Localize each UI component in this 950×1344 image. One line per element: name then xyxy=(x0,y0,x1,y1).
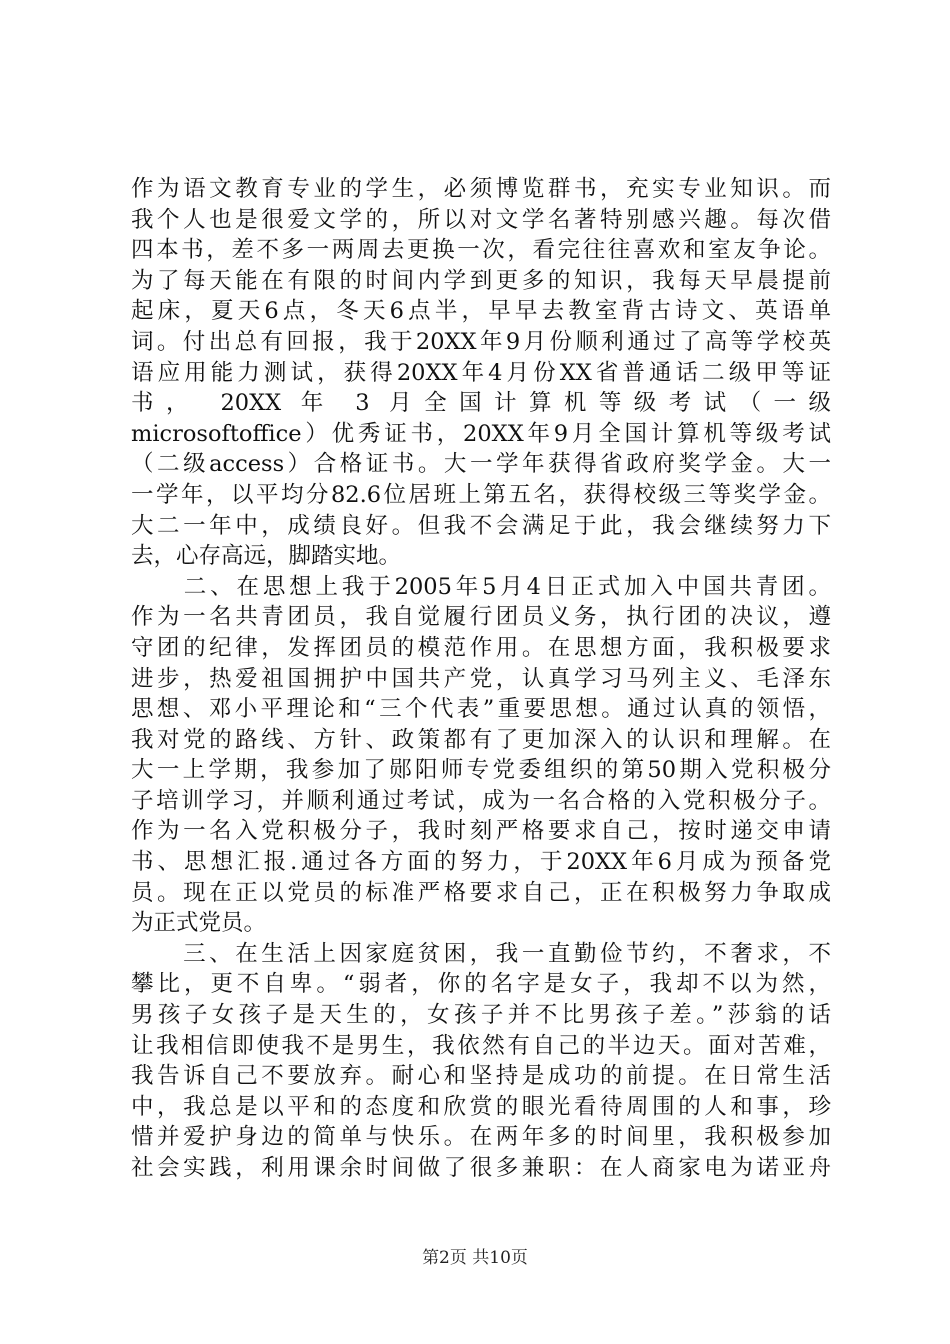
text-line: 为了每天能在有限的时间内学到更多的知识，我每天早晨提前 xyxy=(131,267,831,294)
text-line: 作为语文教育专业的学生，必须博览群书，充实专业知识。而 xyxy=(131,176,831,202)
text-line: 词。付出总有回报，我于20XX年9月份顺利通过了高等学校英 xyxy=(131,328,831,355)
text-line: 进步，热爱祖国拥护中国共产党，认真学习马列主义、毛泽东 xyxy=(131,665,831,692)
text-line: 起床，夏天6点，冬天6点半，早早去教室背古诗文、英语单 xyxy=(131,298,831,325)
text-line: 四本书，差不多一两周去更换一次，看完往往喜欢和室友争论。 xyxy=(131,237,831,264)
text-line: 惜并爱护身边的简单与快乐。在两年多的时间里，我积极参加 xyxy=(131,1124,831,1151)
text-line: 作为一名共青团员，我自觉履行团员义务，执行团的决议，遵 xyxy=(131,604,831,631)
text-line: 一学年，以平均分82.6位居班上第五名，获得校级三等奖学金。 xyxy=(131,481,831,508)
text-line: 三、在生活上因家庭贫困，我一直勤俭节约，不奢求，不 xyxy=(131,940,831,967)
text-line: 社会实践，利用课余时间做了很多兼职：在人商家电为诺亚舟 xyxy=(131,1155,831,1181)
text-line: microsoftoffice）优秀证书，20XX年9月全国计算机等级考试 xyxy=(131,420,831,447)
text-line: （二级access）合格证书。大一学年获得省政府奖学金。大一 xyxy=(131,451,831,478)
text-line: 中，我总是以平和的态度和欣赏的眼光看待周围的人和事，珍 xyxy=(131,1093,831,1120)
text-line: 攀比，更不自卑。“弱者，你的名字是女子，我却不以为然， xyxy=(131,971,831,998)
text-line: 二、在思想上我于2005年5月4日正式加入中国共青团。 xyxy=(131,573,831,600)
text-line: 书， 20XX 年 3 月全国计算机等级考试（一级 xyxy=(131,390,831,417)
text-line: 语应用能力测试，获得20XX年4月份XX省普通话二级甲等证 xyxy=(131,359,831,386)
text-line: 为正式党员。 xyxy=(131,910,267,937)
text-line: 我对党的路线、方针、政策都有了更加深入的认识和理解。在 xyxy=(131,726,831,753)
text-line: 大二一年中，成绩良好。但我不会满足于此，我会继续努力下 xyxy=(131,512,831,539)
text-line: 作为一名入党积极分子，我时刻严格要求自己，按时递交申请 xyxy=(131,818,831,845)
text-line: 守团的纪律，发挥团员的模范作用。在思想方面，我积极要求 xyxy=(131,634,831,661)
text-line: 去，心存高远，脚踏实地。 xyxy=(131,543,402,570)
text-line: 书、思想汇报.通过各方面的努力，于20XX年6月成为预备党 xyxy=(131,849,831,876)
text-line: 男孩子女孩子是天生的，女孩子并不比男孩子差。”莎翁的话 xyxy=(131,1002,831,1029)
text-line: 我个人也是很爱文学的，所以对文学名著特别感兴趣。每次借 xyxy=(131,206,831,233)
text-line: 大一上学期，我参加了郧阳师专党委组织的第50期入党积极分 xyxy=(131,757,831,784)
text-line: 思想、邓小平理论和“三个代表”重要思想。通过认真的领悟， xyxy=(131,696,831,723)
text-line: 我告诉自己不要放弃。耐心和坚持是成功的前提。在日常生活 xyxy=(131,1063,831,1090)
text-line: 员。现在正以党员的标准严格要求自己，正在积极努力争取成 xyxy=(131,879,831,906)
text-line: 子培训学习，并顺利通过考试，成为一名合格的入党积极分子。 xyxy=(131,787,831,814)
page-footer: 第2页 共10页 xyxy=(422,1248,528,1268)
text-line: 让我相信即使我不是男生，我依然有自己的半边天。面对苦难， xyxy=(131,1032,831,1059)
document-body xyxy=(131,174,831,1184)
